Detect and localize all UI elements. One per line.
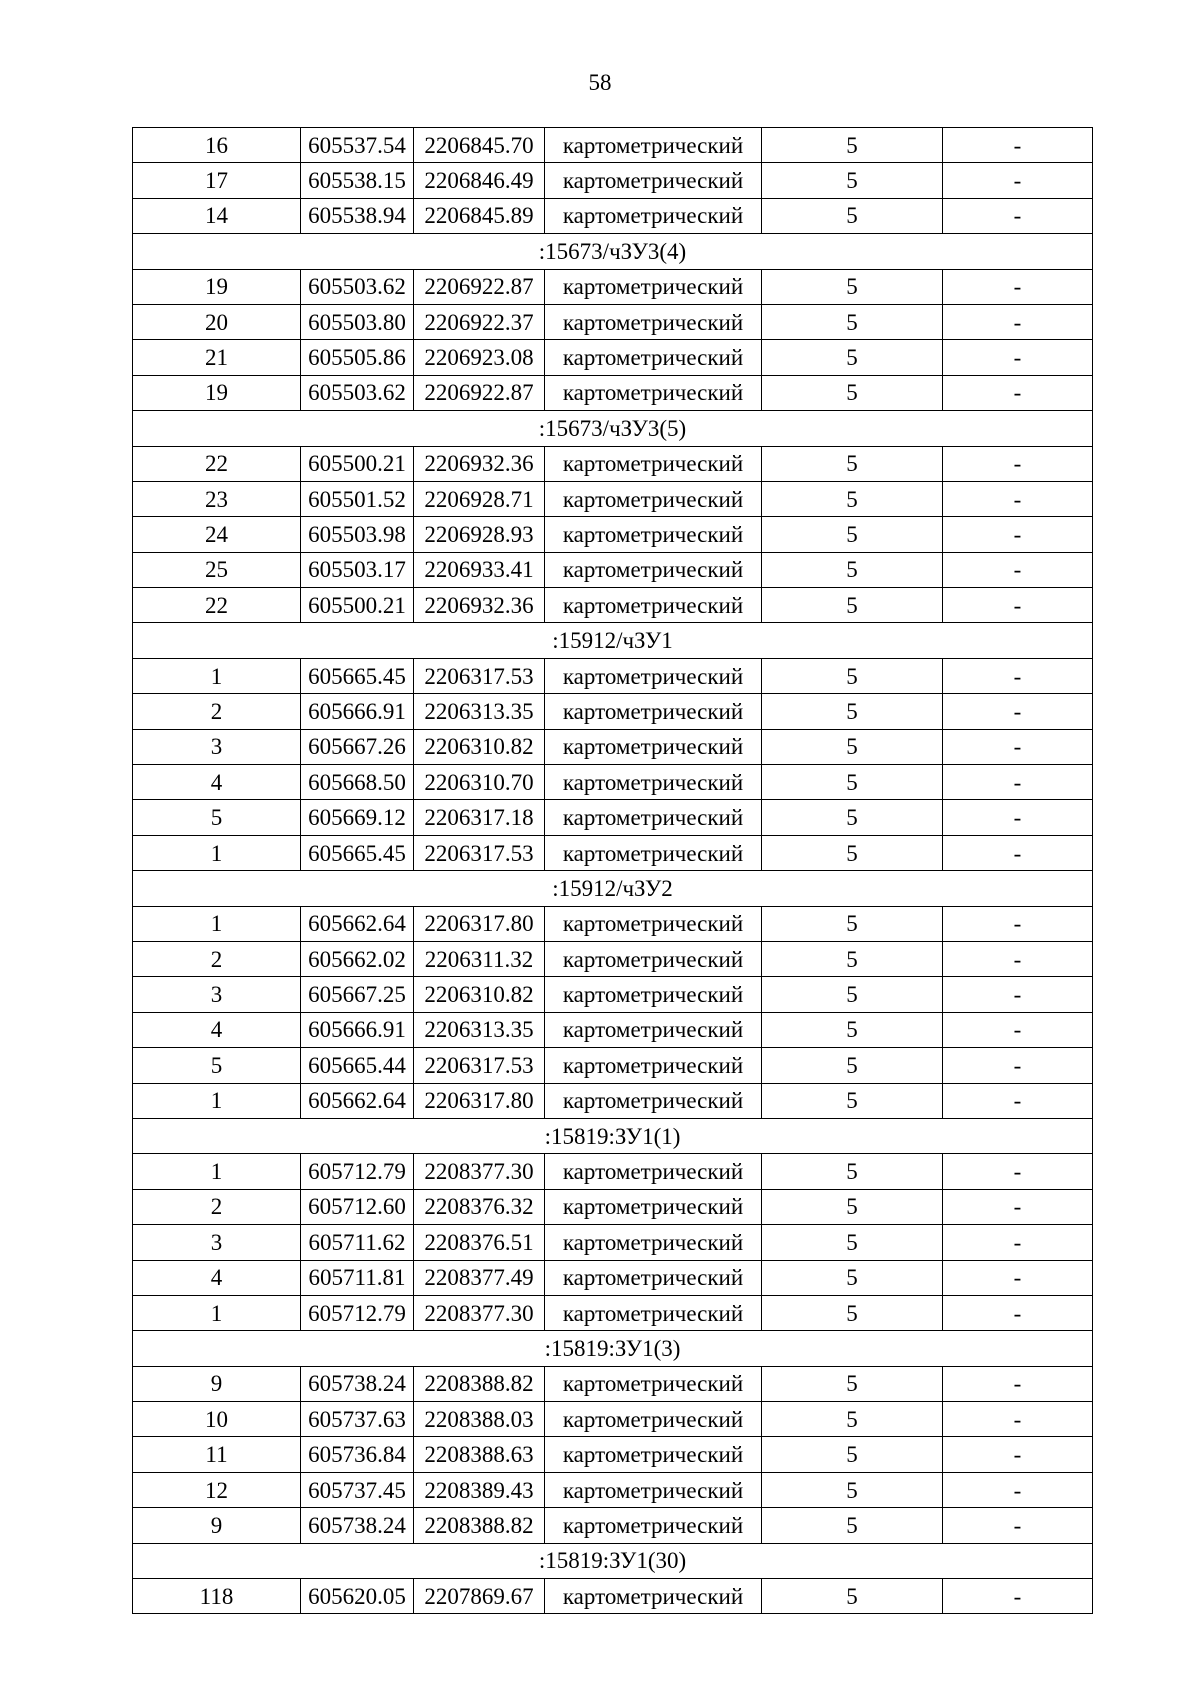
- accuracy-cell: 5: [762, 1260, 943, 1295]
- table-row: [133, 1083, 1093, 1118]
- y-coordinate-cell: 2206317.53: [414, 658, 545, 693]
- point-number-cell: 1: [133, 835, 301, 870]
- accuracy-cell: 5: [762, 1154, 943, 1189]
- point-number-cell: 1: [133, 1083, 301, 1118]
- table-row: [133, 552, 1093, 587]
- accuracy-cell: 5: [762, 729, 943, 764]
- table-row: [133, 517, 1093, 552]
- y-coordinate-cell: 2208376.51: [414, 1225, 545, 1260]
- point-number-cell: 3: [133, 977, 301, 1012]
- accuracy-cell: 5: [762, 198, 943, 233]
- method-cell: картометрический: [545, 552, 762, 587]
- x-coordinate-cell: 605662.02: [301, 941, 414, 976]
- accuracy-cell: 5: [762, 765, 943, 800]
- section-header-row: [133, 623, 1093, 658]
- coordinates-table-body: [133, 128, 1093, 1614]
- y-coordinate-cell: 2208376.32: [414, 1189, 545, 1224]
- method-cell: картометрический: [545, 446, 762, 481]
- x-coordinate-cell: 605500.21: [301, 446, 414, 481]
- point-number-cell: 2: [133, 1189, 301, 1224]
- description-cell: -: [943, 163, 1093, 198]
- description-cell: -: [943, 552, 1093, 587]
- method-cell: картометрический: [545, 1579, 762, 1614]
- table-row: [133, 1366, 1093, 1401]
- description-cell: -: [943, 765, 1093, 800]
- accuracy-cell: 5: [762, 517, 943, 552]
- accuracy-cell: 5: [762, 906, 943, 941]
- section-header-row: [133, 411, 1093, 446]
- table-row: [133, 340, 1093, 375]
- accuracy-cell: 5: [762, 835, 943, 870]
- method-cell: картометрический: [545, 729, 762, 764]
- table-row: [133, 1437, 1093, 1472]
- point-number-cell: 10: [133, 1402, 301, 1437]
- x-coordinate-cell: 605503.17: [301, 552, 414, 587]
- description-cell: -: [943, 1295, 1093, 1330]
- description-cell: -: [943, 128, 1093, 163]
- accuracy-cell: 5: [762, 658, 943, 693]
- point-number-cell: 22: [133, 446, 301, 481]
- section-header-row: [133, 234, 1093, 269]
- y-coordinate-cell: 2206317.53: [414, 1048, 545, 1083]
- table-row: [133, 1508, 1093, 1543]
- section-title: :15819:ЗУ1(30): [133, 1543, 1093, 1578]
- y-coordinate-cell: 2206932.36: [414, 446, 545, 481]
- description-cell: -: [943, 198, 1093, 233]
- accuracy-cell: 5: [762, 1472, 943, 1507]
- y-coordinate-cell: 2208377.30: [414, 1295, 545, 1330]
- accuracy-cell: 5: [762, 588, 943, 623]
- point-number-cell: 21: [133, 340, 301, 375]
- table-row: [133, 128, 1093, 163]
- method-cell: картометрический: [545, 658, 762, 693]
- point-number-cell: 9: [133, 1508, 301, 1543]
- description-cell: -: [943, 481, 1093, 516]
- y-coordinate-cell: 2208388.82: [414, 1508, 545, 1543]
- y-coordinate-cell: 2206317.18: [414, 800, 545, 835]
- y-coordinate-cell: 2206310.70: [414, 765, 545, 800]
- method-cell: картометрический: [545, 1012, 762, 1047]
- point-number-cell: 4: [133, 765, 301, 800]
- accuracy-cell: 5: [762, 340, 943, 375]
- method-cell: картометрический: [545, 1154, 762, 1189]
- description-cell: -: [943, 1472, 1093, 1507]
- section-header-row: [133, 1543, 1093, 1578]
- y-coordinate-cell: 2207869.67: [414, 1579, 545, 1614]
- point-number-cell: 2: [133, 941, 301, 976]
- accuracy-cell: 5: [762, 163, 943, 198]
- accuracy-cell: 5: [762, 1189, 943, 1224]
- accuracy-cell: 5: [762, 941, 943, 976]
- y-coordinate-cell: 2206310.82: [414, 977, 545, 1012]
- method-cell: картометрический: [545, 1295, 762, 1330]
- x-coordinate-cell: 605712.79: [301, 1295, 414, 1330]
- table-row: [133, 906, 1093, 941]
- table-row: [133, 1154, 1093, 1189]
- method-cell: картометрический: [545, 198, 762, 233]
- point-number-cell: 12: [133, 1472, 301, 1507]
- x-coordinate-cell: 605538.15: [301, 163, 414, 198]
- description-cell: -: [943, 1579, 1093, 1614]
- method-cell: картометрический: [545, 941, 762, 976]
- y-coordinate-cell: 2206311.32: [414, 941, 545, 976]
- section-title: :15673/чЗУ3(5): [133, 411, 1093, 446]
- point-number-cell: 20: [133, 304, 301, 339]
- method-cell: картометрический: [545, 269, 762, 304]
- x-coordinate-cell: 605738.24: [301, 1508, 414, 1543]
- x-coordinate-cell: 605665.44: [301, 1048, 414, 1083]
- x-coordinate-cell: 605665.45: [301, 835, 414, 870]
- y-coordinate-cell: 2206845.70: [414, 128, 545, 163]
- y-coordinate-cell: 2206317.80: [414, 906, 545, 941]
- y-coordinate-cell: 2206845.89: [414, 198, 545, 233]
- point-number-cell: 1: [133, 1295, 301, 1330]
- description-cell: -: [943, 1012, 1093, 1047]
- description-cell: -: [943, 977, 1093, 1012]
- description-cell: -: [943, 941, 1093, 976]
- point-number-cell: 1: [133, 658, 301, 693]
- y-coordinate-cell: 2206928.93: [414, 517, 545, 552]
- table-row: [133, 269, 1093, 304]
- accuracy-cell: 5: [762, 304, 943, 339]
- point-number-cell: 14: [133, 198, 301, 233]
- section-header-row: [133, 871, 1093, 906]
- accuracy-cell: 5: [762, 1083, 943, 1118]
- x-coordinate-cell: 605620.05: [301, 1579, 414, 1614]
- y-coordinate-cell: 2208377.49: [414, 1260, 545, 1295]
- table-row: [133, 163, 1093, 198]
- point-number-cell: 118: [133, 1579, 301, 1614]
- x-coordinate-cell: 605666.91: [301, 1012, 414, 1047]
- accuracy-cell: 5: [762, 446, 943, 481]
- x-coordinate-cell: 605503.62: [301, 269, 414, 304]
- point-number-cell: 3: [133, 729, 301, 764]
- table-row: [133, 1048, 1093, 1083]
- point-number-cell: 19: [133, 375, 301, 410]
- point-number-cell: 1: [133, 906, 301, 941]
- table-row: [133, 446, 1093, 481]
- method-cell: картометрический: [545, 304, 762, 339]
- y-coordinate-cell: 2206846.49: [414, 163, 545, 198]
- point-number-cell: 25: [133, 552, 301, 587]
- table-row: [133, 800, 1093, 835]
- y-coordinate-cell: 2208388.82: [414, 1366, 545, 1401]
- table-row: [133, 1225, 1093, 1260]
- point-number-cell: 24: [133, 517, 301, 552]
- accuracy-cell: 5: [762, 1366, 943, 1401]
- x-coordinate-cell: 605711.62: [301, 1225, 414, 1260]
- method-cell: картометрический: [545, 765, 762, 800]
- y-coordinate-cell: 2208388.63: [414, 1437, 545, 1472]
- accuracy-cell: 5: [762, 1295, 943, 1330]
- table-row: [133, 835, 1093, 870]
- description-cell: -: [943, 1154, 1093, 1189]
- x-coordinate-cell: 605505.86: [301, 340, 414, 375]
- method-cell: картометрический: [545, 1402, 762, 1437]
- y-coordinate-cell: 2206313.35: [414, 1012, 545, 1047]
- point-number-cell: 5: [133, 1048, 301, 1083]
- description-cell: -: [943, 269, 1093, 304]
- point-number-cell: 23: [133, 481, 301, 516]
- method-cell: картометрический: [545, 906, 762, 941]
- y-coordinate-cell: 2206317.53: [414, 835, 545, 870]
- y-coordinate-cell: 2206922.37: [414, 304, 545, 339]
- y-coordinate-cell: 2206922.87: [414, 269, 545, 304]
- section-title: :15673/чЗУ3(4): [133, 234, 1093, 269]
- method-cell: картометрический: [545, 1260, 762, 1295]
- description-cell: -: [943, 375, 1093, 410]
- method-cell: картометрический: [545, 1225, 762, 1260]
- y-coordinate-cell: 2208388.03: [414, 1402, 545, 1437]
- method-cell: картометрический: [545, 800, 762, 835]
- y-coordinate-cell: 2206317.80: [414, 1083, 545, 1118]
- description-cell: -: [943, 340, 1093, 375]
- description-cell: -: [943, 835, 1093, 870]
- description-cell: -: [943, 1048, 1093, 1083]
- description-cell: -: [943, 1437, 1093, 1472]
- x-coordinate-cell: 605712.60: [301, 1189, 414, 1224]
- method-cell: картометрический: [545, 1508, 762, 1543]
- accuracy-cell: 5: [762, 1402, 943, 1437]
- section-header-row: [133, 1331, 1093, 1366]
- table-row: [133, 1260, 1093, 1295]
- point-number-cell: 3: [133, 1225, 301, 1260]
- y-coordinate-cell: 2208377.30: [414, 1154, 545, 1189]
- table-row: [133, 1295, 1093, 1330]
- description-cell: -: [943, 1083, 1093, 1118]
- description-cell: -: [943, 304, 1093, 339]
- x-coordinate-cell: 605737.63: [301, 1402, 414, 1437]
- method-cell: картометрический: [545, 375, 762, 410]
- description-cell: -: [943, 517, 1093, 552]
- y-coordinate-cell: 2206928.71: [414, 481, 545, 516]
- x-coordinate-cell: 605668.50: [301, 765, 414, 800]
- point-number-cell: 1: [133, 1154, 301, 1189]
- method-cell: картометрический: [545, 1048, 762, 1083]
- x-coordinate-cell: 605662.64: [301, 1083, 414, 1118]
- x-coordinate-cell: 605537.54: [301, 128, 414, 163]
- method-cell: картометрический: [545, 517, 762, 552]
- point-number-cell: 17: [133, 163, 301, 198]
- table-row: [133, 1012, 1093, 1047]
- description-cell: -: [943, 800, 1093, 835]
- section-title: :15912/чЗУ2: [133, 871, 1093, 906]
- point-number-cell: 4: [133, 1260, 301, 1295]
- description-cell: -: [943, 658, 1093, 693]
- x-coordinate-cell: 605666.91: [301, 694, 414, 729]
- accuracy-cell: 5: [762, 1579, 943, 1614]
- table-row: [133, 304, 1093, 339]
- section-title: :15819:ЗУ1(3): [133, 1331, 1093, 1366]
- point-number-cell: 22: [133, 588, 301, 623]
- table-row: [133, 1472, 1093, 1507]
- method-cell: картометрический: [545, 481, 762, 516]
- accuracy-cell: 5: [762, 1048, 943, 1083]
- description-cell: -: [943, 1189, 1093, 1224]
- table-row: [133, 729, 1093, 764]
- x-coordinate-cell: 605669.12: [301, 800, 414, 835]
- x-coordinate-cell: 605500.21: [301, 588, 414, 623]
- description-cell: -: [943, 446, 1093, 481]
- x-coordinate-cell: 605662.64: [301, 906, 414, 941]
- description-cell: -: [943, 1508, 1093, 1543]
- table-row: [133, 1402, 1093, 1437]
- section-title: :15912/чЗУ1: [133, 623, 1093, 658]
- accuracy-cell: 5: [762, 481, 943, 516]
- method-cell: картометрический: [545, 340, 762, 375]
- table-row: [133, 658, 1093, 693]
- x-coordinate-cell: 605503.80: [301, 304, 414, 339]
- accuracy-cell: 5: [762, 1225, 943, 1260]
- table-row: [133, 198, 1093, 233]
- x-coordinate-cell: 605737.45: [301, 1472, 414, 1507]
- accuracy-cell: 5: [762, 128, 943, 163]
- x-coordinate-cell: 605538.94: [301, 198, 414, 233]
- point-number-cell: 2: [133, 694, 301, 729]
- y-coordinate-cell: 2206932.36: [414, 588, 545, 623]
- x-coordinate-cell: 605712.79: [301, 1154, 414, 1189]
- section-title: :15819:ЗУ1(1): [133, 1118, 1093, 1153]
- method-cell: картометрический: [545, 1437, 762, 1472]
- y-coordinate-cell: 2208389.43: [414, 1472, 545, 1507]
- point-number-cell: 9: [133, 1366, 301, 1401]
- description-cell: -: [943, 1402, 1093, 1437]
- accuracy-cell: 5: [762, 1508, 943, 1543]
- method-cell: картометрический: [545, 1472, 762, 1507]
- accuracy-cell: 5: [762, 552, 943, 587]
- method-cell: картометрический: [545, 835, 762, 870]
- coordinates-table: [132, 127, 1093, 1614]
- table-row: [133, 375, 1093, 410]
- point-number-cell: 16: [133, 128, 301, 163]
- x-coordinate-cell: 605736.84: [301, 1437, 414, 1472]
- method-cell: картометрический: [545, 1189, 762, 1224]
- x-coordinate-cell: 605711.81: [301, 1260, 414, 1295]
- y-coordinate-cell: 2206923.08: [414, 340, 545, 375]
- accuracy-cell: 5: [762, 375, 943, 410]
- table-row: [133, 765, 1093, 800]
- y-coordinate-cell: 2206922.87: [414, 375, 545, 410]
- description-cell: -: [943, 906, 1093, 941]
- accuracy-cell: 5: [762, 977, 943, 1012]
- accuracy-cell: 5: [762, 1437, 943, 1472]
- section-header-row: [133, 1118, 1093, 1153]
- description-cell: -: [943, 1366, 1093, 1401]
- table-row: [133, 694, 1093, 729]
- y-coordinate-cell: 2206313.35: [414, 694, 545, 729]
- y-coordinate-cell: 2206310.82: [414, 729, 545, 764]
- table-row: [133, 481, 1093, 516]
- accuracy-cell: 5: [762, 269, 943, 304]
- table-row: [133, 1189, 1093, 1224]
- x-coordinate-cell: 605501.52: [301, 481, 414, 516]
- accuracy-cell: 5: [762, 800, 943, 835]
- y-coordinate-cell: 2206933.41: [414, 552, 545, 587]
- method-cell: картометрический: [545, 588, 762, 623]
- point-number-cell: 11: [133, 1437, 301, 1472]
- x-coordinate-cell: 605738.24: [301, 1366, 414, 1401]
- accuracy-cell: 5: [762, 1012, 943, 1047]
- x-coordinate-cell: 605667.25: [301, 977, 414, 1012]
- description-cell: -: [943, 729, 1093, 764]
- method-cell: картометрический: [545, 1366, 762, 1401]
- table-row: [133, 1579, 1093, 1614]
- x-coordinate-cell: 605665.45: [301, 658, 414, 693]
- table-row: [133, 941, 1093, 976]
- method-cell: картометрический: [545, 1083, 762, 1118]
- accuracy-cell: 5: [762, 694, 943, 729]
- description-cell: -: [943, 1260, 1093, 1295]
- page-number: 58: [588, 70, 612, 95]
- point-number-cell: 4: [133, 1012, 301, 1047]
- method-cell: картометрический: [545, 163, 762, 198]
- table-row: [133, 588, 1093, 623]
- method-cell: картометрический: [545, 977, 762, 1012]
- method-cell: картометрический: [545, 128, 762, 163]
- description-cell: -: [943, 694, 1093, 729]
- x-coordinate-cell: 605667.26: [301, 729, 414, 764]
- point-number-cell: 5: [133, 800, 301, 835]
- description-cell: -: [943, 588, 1093, 623]
- point-number-cell: 19: [133, 269, 301, 304]
- method-cell: картометрический: [545, 694, 762, 729]
- x-coordinate-cell: 605503.62: [301, 375, 414, 410]
- x-coordinate-cell: 605503.98: [301, 517, 414, 552]
- table-row: [133, 977, 1093, 1012]
- description-cell: -: [943, 1225, 1093, 1260]
